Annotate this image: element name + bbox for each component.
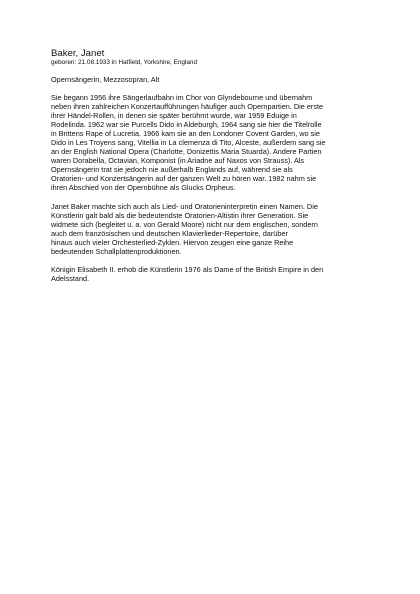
voice-types: Opernsängerin, Mezzosopran, Alt [51, 75, 160, 84]
birth-info: geboren: 21.08.1933 in Hatfield, Yorkshire, England [51, 59, 198, 66]
person-name: Baker, Janet [51, 48, 105, 59]
biography-page [51, 48, 376, 292]
career-paragraph: Sie begann 1956 ihre Sängerlaufbahn im Chor von Glyndebourne und übernahm neben ihren zahlreichen Konzertaufführungen häufiger auch Opernpartien. Die erste ihrer Händel-Rollen, in denen sie später berühmt wurde, war 1959 Eduige in Rodelinda. 1962 war sie Purcells Dido in Aldeburgh, 1964 sang sie hier die Titelrolle in Brittens Rape of Lucretia. 1966 kam sie an den Londoner Covent Garden, wo sie Dido in Les Troyens sang, Vitellia in La clemenza di Tito, Alceste, außerdem sang sie an der English National Opera (Charlotte, Donizettis Maria Stuarda). Andere Partien waren Dorabella, Octavian, Komponist (in Ariadne auf Naxos von Strauss). Als Opernsängerin trat sie jedoch nie außerhalb Englands auf, während sie als Oratorien- und Konzertsängerin auf der ganzen Welt zu hören war. 1982 nahm sie ihren Abschied von der Opernbühne als Glucks Orpheus. [51, 93, 326, 193]
honors-paragraph: Königin Elisabeth II. erhob die Künstlerin 1976 als Dame of the British Empire in den Adelsstand. [51, 264, 324, 283]
recital-paragraph: Janet Baker machte sich auch als Lied- und Oratorieninterpretin einen Namen. Die Künstlerin galt bald als die bedeutendste Oratorien-Altistin ihrer Generation. Sie widmete sich (begleitet u. a. von Gerald Moore) nicht nur dem englischen, sondern auch dem französischen und deutschen Klavierlieder-Repertoire, darüber hinaus auch vieler Orchesterlied-Zyklen. Hiervon zeugen eine ganze Reihe bedeutenden Schallplattenproduktionen. [51, 201, 318, 256]
